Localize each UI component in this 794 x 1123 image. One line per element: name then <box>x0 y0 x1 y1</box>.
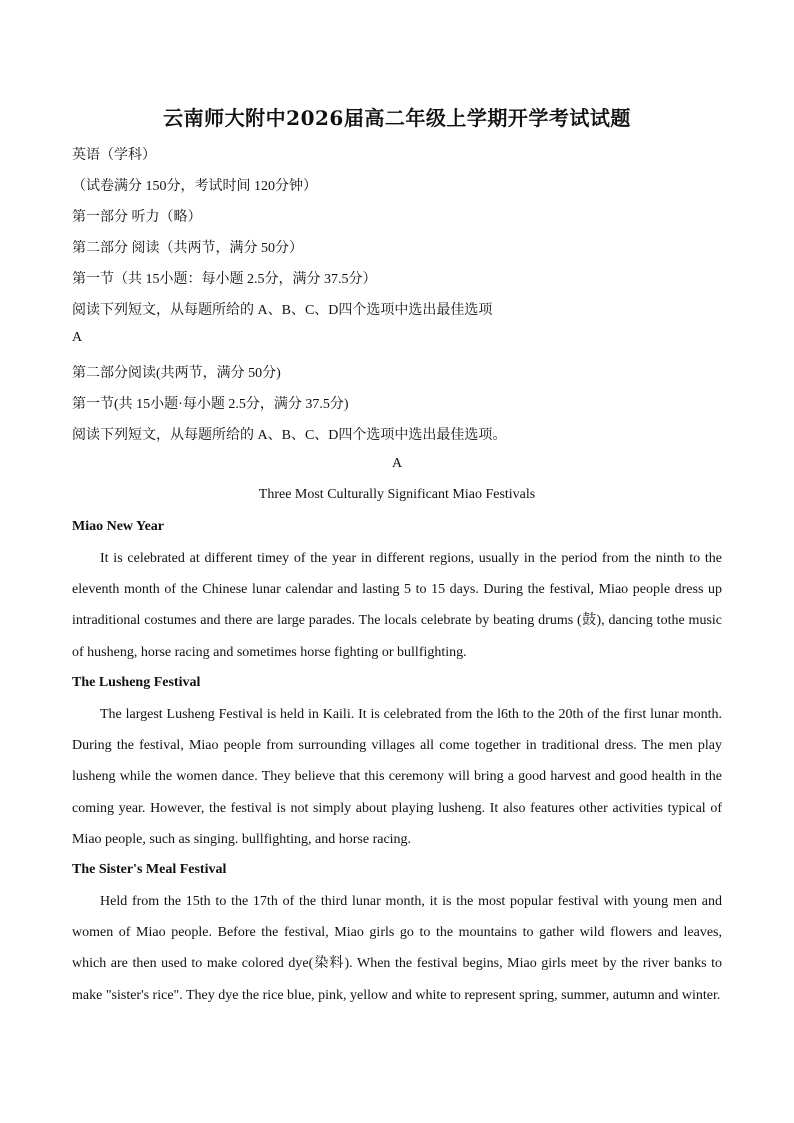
instruction-repeat-line: 阅读下列短文，从每题所给的 A、B、C、D四个选项中选出最佳选项。 <box>72 428 507 443</box>
section-heading-miao-new-year: Miao New Year <box>72 519 165 534</box>
part-two-repeat-line: 第二部分阅读(共两节，满分 50分) <box>72 366 281 381</box>
exam-info-line: （试卷满分 150分，考试时间 120分钟） <box>72 179 317 194</box>
section-one-line: 第一节（共 15小题：每小题 2.5分，满分 37.5分） <box>72 272 377 287</box>
part-two-line: 第二部分 阅读（共两节，满分 50分） <box>72 241 303 256</box>
instruction-line: 阅读下列短文，从每题所给的 A、B、C、D四个选项中选出最佳选项 <box>72 303 493 318</box>
section-heading-lusheng: The Lusheng Festival <box>72 675 201 690</box>
part-one-line: 第一部分 听力（略） <box>72 210 202 225</box>
section-text-sisters-meal: Held from the 15th to the 17th of the third lunar month, it is the most popular festival with young men and women of Miao people. Before the festival, Miao girls go to the mountains to gather wild flowers and leaves, which are then used to make colored dye(染料). When the festival begins, Miao girls meet by the river banks to make "sister's rice". They dye the rice blue, pink, yellow and white to represent spring, summer, autumn and winter. <box>72 894 722 1003</box>
section-text-lusheng: The largest Lusheng Festival is held in Kaili. It is celebrated from the l6th to the 20th of the first lunar month. During the festival, Miao people from surrounding villages all come together in traditional dress. The men play lusheng while the women dance. They believe that this ceremony will bring a good harvest and good health in the coming year. However, the festival is not simply about playing lusheng. It also features other activities typical of Miao people, such as singing. bullfighting, and horse racing. <box>72 707 722 847</box>
passage-title: Three Most Culturally Significant Miao Festivals <box>258 487 536 502</box>
section-one-repeat-line: 第一节(共 15小题·每小题 2.5分，满分 37.5分) <box>72 397 349 412</box>
page-title: 云南师大附中2026届高二年级上学期开学考试试题 <box>163 106 631 130</box>
letter-a-line: A <box>72 330 83 345</box>
section-heading-sisters-meal: The Sister's Meal Festival <box>72 862 227 877</box>
section-letter: A <box>391 456 403 471</box>
section-text-miao-new-year: It is celebrated at different timey of the year in different regions, usually in the period from the ninth to the eleventh month of the Chinese lunar calendar and lasting 5 to 15 days. During the festival, Miao people dress up intraditional costumes and there are large parades. The locals celebrate by beating drums (鼓), dancing tothe music of husheng, horse racing and sometimes horse fighting or bullfighting. <box>72 551 722 660</box>
subject-line: 英语（学科） <box>72 148 156 163</box>
